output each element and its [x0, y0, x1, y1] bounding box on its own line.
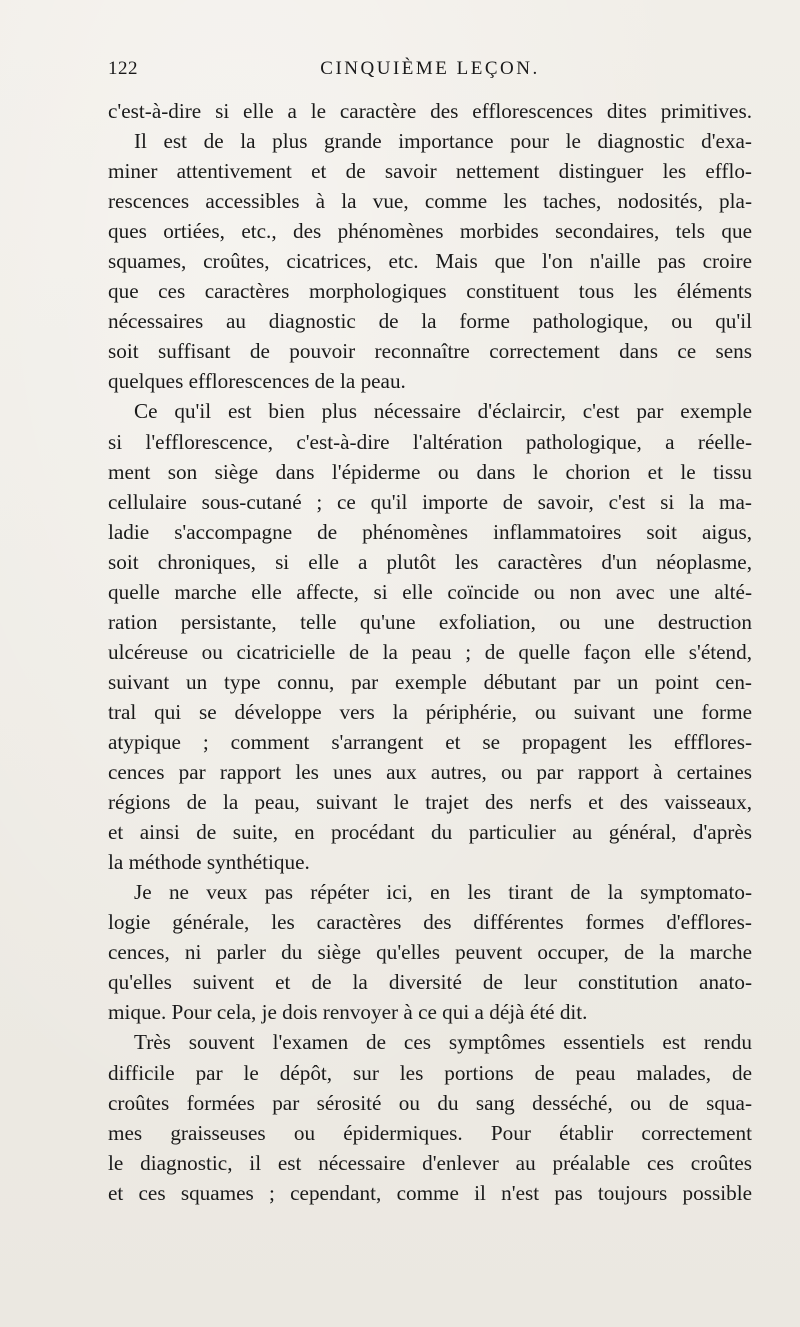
text-line: et ainsi de suite, en procédant du particulier au général, d'après	[108, 820, 752, 845]
text-line: atypique ; comment s'arrangent et se propagent les effflores-	[108, 729, 752, 754]
running-head	[108, 58, 752, 86]
text-line: c'est-à-dire si elle a le caractère des efflorescences dites primitives.	[108, 99, 752, 123]
text-line: squames, croûtes, cicatrices, etc. Mais que l'on n'aille pas croire	[108, 249, 752, 274]
text-line: régions de la peau, suivant le trajet des nerfs et des vaisseaux,	[108, 790, 752, 815]
text-line: ladie s'accompagne de phénomènes inflammatoires soit aigus,	[108, 519, 752, 544]
text-line: la méthode synthétique.	[108, 850, 310, 875]
text-line: mique. Pour cela, je dois renvoyer à ce qui a déjà été dit.	[108, 1000, 588, 1025]
text-line: cences, ni parler du siège qu'elles peuvent occuper, de la marche	[108, 940, 752, 965]
text-line: ques ortiées, etc., des phénomènes morbides secondaires, tels que	[108, 219, 752, 244]
text-line: cellulaire sous-cutané ; ce qu'il importe de savoir, c'est si la ma-	[108, 489, 752, 514]
text-line: le diagnostic, il est nécessaire d'enlever au préalable ces croûtes	[108, 1150, 752, 1175]
text-line: qu'elles suivent et de la diversité de leur constitution anato-	[108, 970, 752, 995]
text-line: ment son siège dans l'épiderme ou dans le chorion et le tissu	[108, 459, 752, 484]
text-line: rescences accessibles à la vue, comme les taches, nodosités, pla-	[108, 189, 752, 214]
running-title: CINQUIÈME LEÇON.	[320, 58, 540, 79]
text-line: Je ne veux pas répéter ici, en les tirant de la symptomato-	[134, 880, 752, 905]
text-line: quelques efflorescences de la peau.	[108, 369, 406, 394]
page-number: 122	[108, 58, 138, 79]
text-line: Ce qu'il est bien plus nécessaire d'éclaircir, c'est par exemple	[134, 399, 752, 424]
text-line: croûtes formées par sérosité ou du sang desséché, ou de squa-	[108, 1090, 752, 1115]
text-line: quelle marche elle affecte, si elle coïncide ou non avec une alté-	[108, 579, 752, 604]
text-line: mes graisseuses ou épidermiques. Pour établir correctement	[108, 1120, 752, 1145]
text-line: nécessaires au diagnostic de la forme pathologique, ou qu'il	[108, 309, 752, 334]
text-line: cences par rapport les unes aux autres, ou par rapport à certaines	[108, 760, 752, 785]
text-line: ration persistante, telle qu'une exfoliation, ou une destruction	[108, 609, 752, 634]
text-line: Très souvent l'examen de ces symptômes essentiels est rendu	[134, 1030, 752, 1055]
text-line: ulcéreuse ou cicatricielle de la peau ; de quelle façon elle s'étend,	[108, 639, 752, 664]
text-line: soit suffisant de pouvoir reconnaître correctement dans ce sens	[108, 339, 752, 364]
text-line: logie générale, les caractères des différentes formes d'efflores-	[108, 910, 752, 935]
text-line: tral qui se développe vers la périphérie, ou suivant une forme	[108, 699, 752, 724]
text-line: difficile par le dépôt, sur les portions de peau malades, de	[108, 1060, 752, 1085]
body-text	[108, 96, 752, 1208]
text-line: et ces squames ; cependant, comme il n'est pas toujours possible	[108, 1180, 752, 1205]
text-line: Il est de la plus grande importance pour le diagnostic d'exa-	[134, 129, 752, 154]
text-line: que ces caractères morphologiques constituent tous les éléments	[108, 279, 752, 304]
text-line: suivant un type connu, par exemple débutant par un point cen-	[108, 669, 752, 694]
text-line: soit chroniques, si elle a plutôt les caractères d'un néoplasme,	[108, 549, 752, 574]
text-line: si l'efflorescence, c'est-à-dire l'altération pathologique, a réelle-	[108, 429, 752, 454]
text-line: miner attentivement et de savoir nettement distinguer les efflo-	[108, 159, 752, 184]
